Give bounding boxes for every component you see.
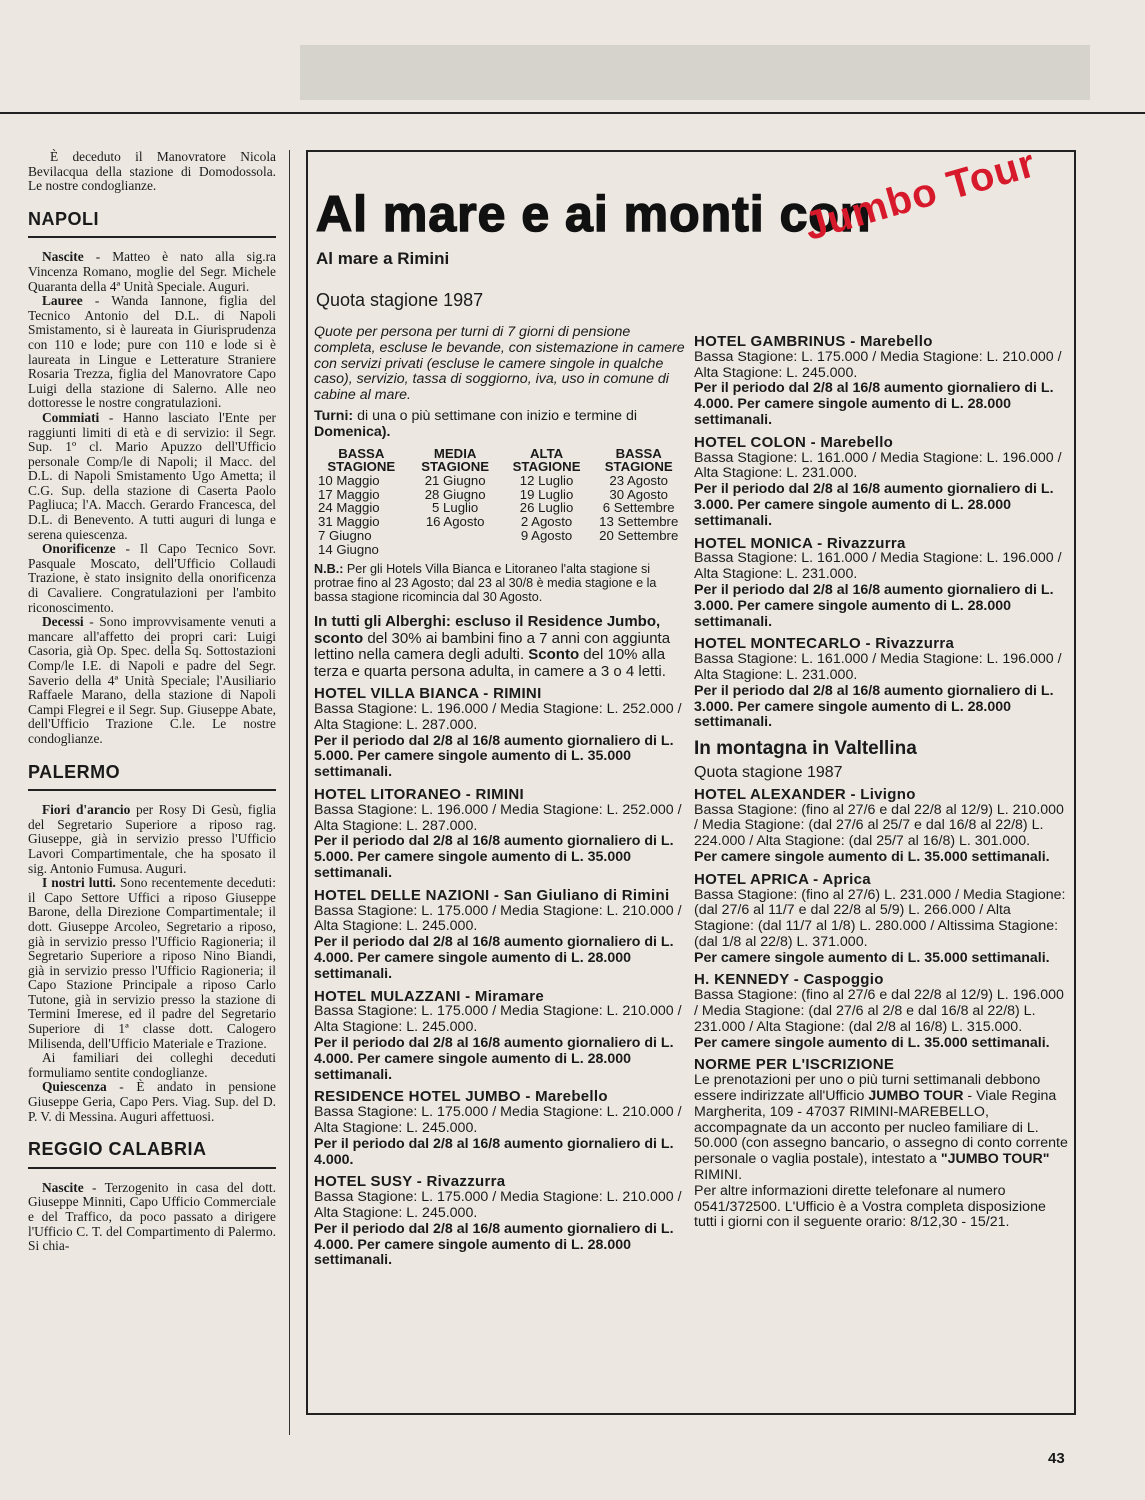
hotel-name: RESIDENCE HOTEL JUMBO - Marebello	[314, 1088, 608, 1106]
hotel-prices: Bassa Stagione: L. 196.000 / Media Stagione: L. 252.000 / Alta Stagione: L. 287.000.	[314, 801, 682, 834]
season-date: 24 Maggio	[318, 500, 380, 516]
season-date: 30 Agosto	[609, 486, 669, 502]
section-heading-palermo: PALERMO	[28, 765, 276, 792]
norme-info: Per altre informazioni dirette telefonare al numero 0541/372500. L'Ufficio è a Vostra completa disposizione tutti i giorni con il seguente orario: 8/12,30 - 15/21.	[694, 1182, 1046, 1231]
hotel-prices: Bassa Stagione: L. 161.000 / Media Stagione: L. 196.000 / Alta Stagione: L. 231.000.	[694, 651, 1062, 683]
left-column	[28, 150, 276, 1254]
hotel-note: Per il periodo dal 2/8 al 16/8 aumento giornaliero di L. 5.000. Per camere singole aumento di L. 35.000 settimanali.	[314, 833, 674, 881]
season-date: 17 Maggio	[318, 486, 380, 502]
napoli-commiati: Commiati - Hanno lasciato l'Ente per raggiunti limiti di età e di servizio: il Segr. Sup. 1º cl. Mario Apuzzo dell'Ufficio personale Comp/le di Napoli; il Macc. del D.L. di Napoli Smistamento Ugo Ametta; il C.G. Sup. della stazione di Caserta Paolo Pagliuca; l'A. Macch. Gerardo Francesca, del D.L. di Benevento. A tutti auguri di lunga e serena quiescenza.	[28, 409, 276, 542]
hotel-list-left	[314, 686, 686, 1269]
napoli-onorificenze: Onorificenze - Il Capo Tecnico Sovr. Pasquale Moscato, dell'Ufficio Collaudi Trazione, è stato insignito della onorificenza di Cavaliere. Congratulazioni per l'ambito riconoscimento.	[28, 541, 276, 615]
ad-column-right	[694, 328, 1070, 1231]
hotel-name: H. KENNEDY - Caspoggio	[694, 971, 884, 989]
intro-paragraph: È deceduto il Manovratore Nicola Bevilacqua della stazione di Domodossola. Le nostre condoglianze.	[28, 149, 276, 194]
norme-title: NORME PER L'ISCRIZIONE	[694, 1056, 895, 1074]
jumbo-tour-logo: Jumbo Tour	[799, 141, 1041, 250]
ad-turni: Turni: di una o più settimane con inizio e termine di Domenica).	[314, 407, 638, 440]
hotel-name: HOTEL SUSY - Rivazzurra	[314, 1173, 506, 1191]
season-date: 6 Settembre	[602, 500, 675, 516]
hotel-name: HOTEL MONTECARLO - Rivazzurra	[694, 635, 955, 653]
hotel-name: HOTEL APRICA - Aprica	[694, 870, 871, 888]
napoli-lauree: Lauree - Wanda Iannone, figlia del Tecnico Antonio del D.L. di Napoli Smistamento, si è laureata in Giurisprudenza con 110 e lode; pure con 110 e lode si è laureata in Lingue e Letterature Straniere Rosaria Trezza, figlia del Manovratore Capo Luigi della stazione di Salerno. Alle neo dottoresse le nostre congratulazioni.	[28, 293, 276, 411]
hotel-note: Per il periodo dal 2/8 al 16/8 aumento giornaliero di L. 4.000. Per camere singole aumento di L. 28.000 settimanali.	[314, 1034, 674, 1083]
ad-title: Al mare e ai monti con	[316, 186, 872, 242]
season-header: BASSA STAGIONE	[327, 445, 396, 475]
season-date: 2 Agosto	[520, 514, 573, 530]
season-date: 14 Giugno	[318, 541, 379, 557]
hotel-note: Per il periodo dal 2/8 al 16/8 aumento giornaliero di L. 5.000. Per camere singole aumento di L. 35.000 settimanali.	[314, 732, 674, 781]
season-date: 9 Agosto	[520, 527, 573, 543]
hotel-note: Per il periodo dal 2/8 al 16/8 aumento giornaliero di L. 3.000. Per camere singole aumento di L. 28.000 settimanali.	[694, 481, 1054, 529]
season-row	[314, 529, 686, 543]
mountain-title: In montagna in Valtellina	[694, 738, 917, 760]
hotel-note: Per il periodo dal 2/8 al 16/8 aumento giornaliero di L. 3.000. Per camere singole aumento di L. 28.000 settimanali.	[694, 581, 1054, 630]
section-heading-reggio: REGGIO CALABRIA	[28, 1142, 276, 1169]
hotel-note: Per il periodo dal 2/8 al 16/8 aumento giornaliero di L. 4.000. Per camere singole aumento di L. 28.000 settimanali.	[314, 934, 674, 982]
season-row	[314, 474, 686, 488]
hotel-name: HOTEL ALEXANDER - Livigno	[694, 785, 916, 803]
season-date: 13 Settembre	[599, 514, 679, 530]
season-row	[314, 515, 686, 529]
napoli-nascite: Nascite - Matteo è nato alla sig.ra Vincenza Romano, moglie del Segr. Michele Quaranta della 4ª Unità Speciale. Auguri.	[28, 249, 276, 294]
ad-subtitle: Al mare a Rimini	[316, 249, 450, 268]
season-date	[502, 543, 592, 557]
ad-discounts: In tutti gli Alberghi: escluso il Residence Jumbo, sconto del 30% ai bambini fino a 7 anni con aggiunta lettino nella camera degli adulti. Sconto del 10% alla terza e quarta persona adulta, in camere a 3 o 4 letti.	[314, 613, 671, 680]
hotel-note: Per il periodo dal 2/8 al 16/8 aumento giornaliero di L. 3.000. Per camere singole aumento di L. 28.000 settimanali.	[694, 682, 1054, 731]
hotel-note: Per camere singole aumento di L. 35.000 settimanali.	[694, 949, 1050, 966]
hotel-prices: Bassa Stagione: L. 175.000 / Media Stagione: L. 210.000 / Alta Stagione: L. 245.000.	[314, 902, 682, 935]
ad-nb-note: N.B.: Per gli Hotels Villa Bianca e Litoraneo l'alta stagione si protrae fino al 23 Agosto; dal 23 al 30/8 è media stagione e la bassa stagione ricomincia dal 30 Agosto.	[314, 562, 657, 605]
season-date	[591, 543, 686, 557]
hotel-note: Per camere singole aumento di L. 35.000 settimanali.	[694, 848, 1050, 865]
season-date: 20 Settembre	[599, 527, 679, 543]
header-band	[300, 45, 1090, 100]
hotel-prices: Bassa Stagione: (fino al 27/6 e dal 22/8 al 12/9) L. 210.000 / Media Stagione: (dal 27/6 al 25/7 e dal 16/8 al 22/8) L. 224.000 / Alta Stagione: (dal 25/7 al 16/8) L. 301.000.	[694, 801, 1064, 850]
season-date: 12 Luglio	[519, 472, 574, 488]
top-rule	[0, 112, 1145, 114]
hotel-name: HOTEL GAMBRINUS - Marebello	[694, 333, 933, 350]
ad-column-left	[314, 325, 686, 1269]
season-date: 7 Giugno	[318, 527, 372, 543]
hotel-prices: Bassa Stagione: L. 196.000 / Media Stagione: L. 252.000 / Alta Stagione: L. 287.000.	[314, 701, 682, 733]
hotel-name: HOTEL VILLA BIANCA - RIMINI	[314, 685, 542, 703]
hotel-name: HOTEL COLON - Marebello	[694, 433, 894, 451]
hotel-prices: Bassa Stagione: L. 175.000 / Media Stagione: L. 210.000 / Alta Stagione: L. 245.000.	[314, 1189, 682, 1221]
season-header: BASSA STAGIONE	[604, 445, 673, 475]
mountain-quota: Quota stagione 1987	[694, 763, 843, 781]
norme-text: Le prenotazioni per uno o più turni settimanali debbono essere indirizzate all'Ufficio JUMBO TOUR - Viale Regina Margherita, 109 - 47037 RIMINI-MAREBELLO, accompagnate da un acconto per nucleo familiare di L. 50.000 (con assegno bancario, o assegno di conto corrente personale o vaglia postale), intestato a "JUMBO TOUR" RIMINI.	[694, 1072, 1068, 1184]
season-row	[314, 543, 686, 557]
hotel-prices: Bassa Stagione: L. 175.000 / Media Stagione: L. 210.000 / Alta Stagione: L. 245.000.	[694, 348, 1062, 381]
palermo-familiari: Ai familiari dei colleghi deceduti formuliamo sentite condoglianze.	[28, 1050, 276, 1080]
palermo-quiescenza: Quiescenza - È andato in pensione Giuseppe Geria, Capo Pers. Viag. Sup. del D. P. V. di Messina. Auguri affettuosi.	[28, 1079, 276, 1124]
ad-quota: Quota stagione 1987	[316, 290, 484, 310]
season-date	[409, 529, 502, 543]
hotel-prices: Bassa Stagione: (fino al 27/6) L. 231.000 / Media Stagione: (dal 27/6 al 11/7 e dal 22/8 al 5/9) L. 266.000 / Alta Stagione: (dal 11/7 al 1/8) L. 280.000 / Altissima Stagione: (dal 1/8 al 22/8) L. 371.000.	[694, 886, 1066, 950]
hotel-name: HOTEL MULAZZANI - Miramare	[314, 987, 545, 1005]
season-date: 31 Maggio	[318, 514, 380, 530]
season-date: 26 Luglio	[519, 500, 574, 516]
hotel-name: HOTEL DELLE NAZIONI - San Giuliano di Rimini	[314, 886, 670, 904]
hotel-prices: Bassa Stagione: L. 175.000 / Media Stagione: L. 210.000 / Alta Stagione: L. 245.000.	[314, 1104, 682, 1136]
season-date: 28 Giugno	[424, 486, 486, 502]
napoli-decessi: Decessi - Sono improvvisamente venuti a mancare all'affetto dei propri cari: Luigi Casoria, già Op. Spec. della Sq. Sottostazioni Comp/le I.E. di Napoli e padre del Segr. Saverio della 4ª Unità Speciale; l'Ausiliario Raffaele Marano, della stazione di Napoli Campi Flegrei e il Segr. Sup. Giuseppe Abate, dell'Ufficio Trazione C.le. Le nostre condoglianze.	[28, 614, 276, 746]
season-dates-table	[314, 447, 686, 557]
hotel-list-mountain	[694, 787, 1070, 1052]
ad-intro: Quote per persona per turni di 7 giorni di pensione completa, escluse le bevande, con sistemazione in camere con servizi privati (escluse le camere singole in qualche caso), servizio, tassa di soggiorno, iva, uso in comune di cabine al mare.	[314, 324, 685, 404]
season-header: MEDIA STAGIONE	[421, 445, 490, 475]
season-header: ALTA STAGIONE	[512, 445, 581, 475]
reggio-nascite: Nascite - Terzogenito in casa del dott. Giuseppe Minniti, Capo Ufficio Commerciale e del Traffico, da poco passato a dirigere l'Ufficio C. T. del Compartimento di Palermo. Si chia-	[28, 1179, 276, 1254]
hotel-prices: Bassa Stagione: (fino al 27/6 e dal 22/8 al 12/9) L. 196.000 / Media Stagione: (dal 27/6 al 2/8 e dal 16/8 al 22/8) L. 231.000 / Alta Stagione: (dal 2/8 al 16/8) L. 315.000.	[694, 987, 1064, 1035]
hotel-list-right	[694, 334, 1070, 731]
season-date: 16 Agosto	[425, 514, 485, 530]
season-date: 21 Giugno	[424, 472, 486, 488]
hotel-note: Per il periodo dal 2/8 al 16/8 aumento giornaliero di L. 4.000. Per camere singole aumento di L. 28.000 settimanali.	[314, 1220, 674, 1269]
hotel-prices: Bassa Stagione: L. 175.000 / Media Stagione: L. 210.000 / Alta Stagione: L. 245.000.	[314, 1003, 682, 1036]
column-separator	[289, 150, 290, 1435]
page-number: 43	[1048, 1450, 1065, 1467]
hotel-prices: Bassa Stagione: L. 161.000 / Media Stagione: L. 196.000 / Alta Stagione: L. 231.000.	[694, 449, 1062, 482]
hotel-note: Per il periodo dal 2/8 al 16/8 aumento giornaliero di L. 4.000.	[314, 1135, 674, 1168]
season-row	[314, 501, 686, 515]
palermo-fiori: Fiori d'arancio per Rosy Di Gesù, figlia del Segretario Superiore a riposo rag. Giuseppe, già in servizio presso l'Ufficio Lavori Compartimentale, che ha sposato il sig. Antonio Fumusa. Auguri.	[28, 802, 276, 876]
section-heading-napoli: NAPOLI	[28, 212, 276, 239]
season-date: 10 Maggio	[318, 472, 380, 488]
palermo-lutti: I nostri lutti. Sono recentemente deceduti: il Capo Settore Uffici a riposo Giuseppe Barone, della Direzione Compartimentale; il dott. Giuseppe Arcoleo, Segretario a riposo, già in servizio presso l'Ufficio Ragioneria; il Segretario Superiore a riposo Nino Biandi, già in servizio presso l'Ufficio Ragioneria; il Capo Stazione Principale a riposo Carlo Tutone, già in servizio presso la stazione di Termini Imerese, ed il padre del Segretario Superiore di 1ª classe dott. Calogero Milisenda, dell'Ufficio Materiale e Trazione.	[28, 875, 276, 1051]
hotel-name: HOTEL MONICA - Rivazzurra	[694, 534, 906, 552]
season-date: 23 Agosto	[609, 472, 669, 488]
hotel-note: Per il periodo dal 2/8 al 16/8 aumento giornaliero di L. 4.000. Per camere singole aumento di L. 28.000 settimanali.	[694, 380, 1054, 428]
season-date: 5 Luglio	[432, 500, 479, 516]
season-date: 19 Luglio	[519, 486, 574, 502]
hotel-prices: Bassa Stagione: L. 161.000 / Media Stagione: L. 196.000 / Alta Stagione: L. 231.000.	[694, 550, 1062, 583]
hotel-note: Per camere singole aumento di L. 35.000 settimanali.	[694, 1034, 1050, 1051]
hotel-name: HOTEL LITORANEO - RIMINI	[314, 785, 524, 803]
season-row	[314, 488, 686, 502]
season-date	[409, 543, 502, 557]
